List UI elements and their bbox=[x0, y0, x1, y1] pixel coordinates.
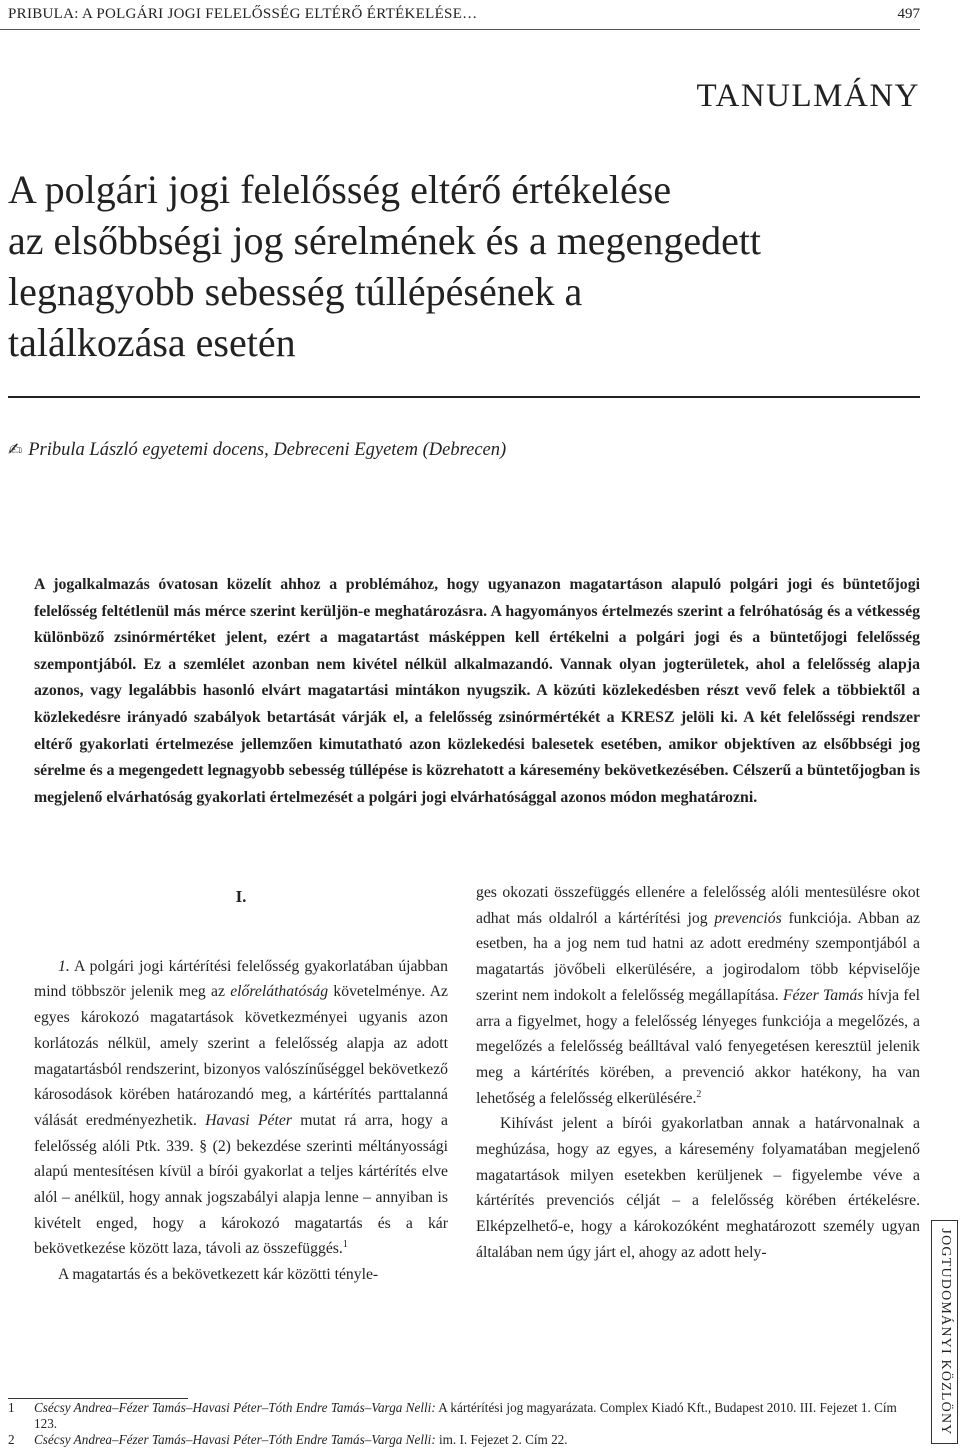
paragraph: Kihívást jelent a bírói gyakorlatban annak a határvonalnak a meghúzása, hogy az egyes, a káresemény folyamatában megjelenő magatartások milyen esetekben kerüljenek – figyelembe véve a kártérítés prevenciós célját – a felelősség körében értékelésre. Elképzelhető-e, hogy a károkozóként meghatározott személy ugyan általában nem úgy járt el, ahogy az adott hely- bbox=[476, 1115, 920, 1261]
title-line: találkozása esetén bbox=[8, 320, 296, 365]
footnote-number: 2 bbox=[8, 1432, 15, 1447]
footnote-ref[interactable]: 2 bbox=[696, 1088, 702, 1100]
emphasis: előreláthatóság bbox=[230, 983, 329, 1001]
left-column bbox=[34, 880, 448, 1288]
footnote: 2 Csécsy Andrea–Fézer Tamás–Havasi Péter–Tóth Endre Tamás–Varga Nelli: im. I. Fejezet 2. Cím 22. bbox=[8, 1432, 568, 1447]
footnote-ref[interactable]: 1 bbox=[342, 1239, 348, 1251]
abstract: A jogalkalmazás óvatosan közelít ahhoz a problémához, hogy ugyanazon magatartáson alapuló polgári jogi és büntetőjogi felelősség feltétlenül más mérce szerint kerüljön-e meghatározásra. A hagyományos értelmezés szerint a felróhatóság és a vétkesség különböző zsinórmértéket jelent, ezért a magatartást másképpen kell értékelni a polgári jogi és a büntetőjogi felelősség szempontjából. Ez a szemlélet azonban nem kivétel nélkül alkalmazandó. Vannak olyan jogterületek, ahol a felelősség alapja azonos, vagy legalábbis hasonló elvárt magatartási mintákon nyugszik. A közúti közlekedésben részt vevő felek a többiektől a közlekedésre irányadó szabályok betartását várják el, a felelősség zsinórmértékét a KRESZ jelöli ki. A két felelősségi rendszer eltérő gyakorlati értelmezése jellemzően kimutatható azon közlekedési balesetek esetében, amikor objektíven az elsőbbségi jog sérelme és a megengedett legnagyobb sebesség túllépése is közrehatott a káresemény bekövetkezésében. Célszerű a büntetőjogban is megjelenő elvárhatóság gyakorlati értelmezését a polgári jogi elvárhatósággal azonos módon meghatározni. bbox=[34, 576, 920, 806]
paragraph: 1. A polgári jogi kártérítési felelősség gyakorlatában újabban mind többször jelenik meg az előreláthatóság követelménye. Az egyes károkozó magatartások következményei ugyanis azon korlátozás nélkül, amely szerint a felelősség alapja az adott magatartásból rendszerint, bizonyos valószínűséggel bekövetkező károsodások körében határozandó meg, a kártérítés parttalanná válását eredményezhetik. Havasi Péter mutat rá arra, hogy a felelősség alóli Ptk. 339. § (2) bekezdése szerinti méltányossági alapú mentesítésen kívül a bírói gyakorlat a teljes kártérítés elve alól – anélkül, hogy annak jogszabályi alapja lenne – annyiban is kivételt enged, hogy a károkozó magatartás és a kár bekövetkezése között laza, távoli az összefüggés.$^1$ bbox=[34, 957, 448, 1258]
footnote-number: 1 bbox=[8, 1400, 15, 1415]
article-title bbox=[8, 164, 920, 368]
emphasis: prevenciós bbox=[714, 909, 782, 927]
paragraph: ges okozati összefüggés ellenére a felelősség alóli mentesülésre okot adhat más oldalról a kártérítési jog prevenciós funkciója. Abban az esetben, ha a jog nem tud hatni az adott eredmény szempontjából a magatartás jövőbeli elkerülésére, a jogirodalom több képviselője szerint nem indokolt a felelősség megállapítása. Fézer Tamás hívja fel arra a figyelmet, hogy a felelősség lényeges funkciója a megelőzés, a megelőzés a felelősség beálltával való fenyegetésen keresztül jelenik meg a kártérítés körében, a prevenció akkor hatékony, ha van lehetőség a felelősség elkerülésére.$^2$ bbox=[476, 884, 921, 1107]
paragraph: A magatartás és a bekövetkezett kár közötti ténylе- bbox=[58, 1266, 379, 1284]
footnote-authors: Csécsy Andrea–Fézer Tamás–Havasi Péter–Tóth Endre Tamás–Varga Nelli: bbox=[34, 1400, 436, 1415]
title-divider bbox=[8, 396, 920, 398]
section-heading: I. bbox=[235, 887, 247, 906]
footnotes bbox=[8, 1400, 920, 1448]
title-line: A polgári jogi felelősség eltérő értékelése bbox=[8, 167, 672, 212]
footnote: 1 Csécsy Andrea–Fézer Tamás–Havasi Péter–Tóth Endre Tamás–Varga Nelli: A kártérítési jog magyarázata. Complex Kiadó Kft., Budapest 2010. III. Fejezet 1. Cím 123. bbox=[8, 1400, 897, 1431]
footnote-authors: Csécsy Andrea–Fézer Tamás–Havasi Péter–Tóth Endre Tamás–Varga Nelli: bbox=[34, 1432, 436, 1447]
author-name: Fézer Tamás bbox=[782, 986, 864, 1004]
journal-name: JOGTUDOMÁNYI KÖZLÖNY bbox=[937, 1228, 953, 1436]
author-line bbox=[8, 440, 506, 461]
journal-side-tab bbox=[931, 1220, 958, 1444]
author-name: Havasi Péter bbox=[205, 1111, 292, 1129]
title-line: legnagyobb sebesség túllépésének a bbox=[8, 269, 583, 314]
paragraph-number: 1. bbox=[58, 957, 70, 975]
pen-icon: ✍ bbox=[8, 440, 23, 460]
author-text: Pribula László egyetemi docens, Debreceni Egyetem (Debrecen) bbox=[28, 440, 507, 460]
page-number: 497 bbox=[897, 6, 920, 22]
section-label: TANULMÁNY bbox=[696, 78, 920, 114]
title-line: az elsőbbségi jog sérelmének és a megengedett bbox=[8, 218, 762, 263]
right-column bbox=[476, 880, 920, 1266]
footnote-divider bbox=[8, 1398, 188, 1399]
header-divider bbox=[0, 29, 920, 30]
running-title: PRIBULA: A POLGÁRI JOGI FELELŐSSÉG ELTÉRŐ ÉRTÉKELÉSE… bbox=[8, 6, 478, 22]
